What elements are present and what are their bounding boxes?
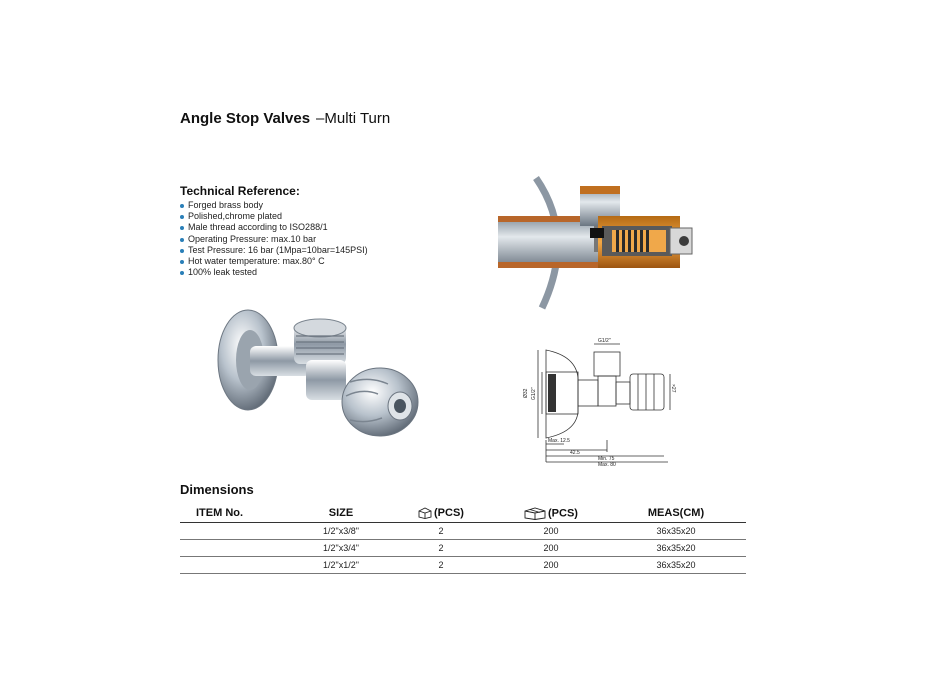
title-main: Angle Stop Valves: [180, 110, 311, 127]
list-item: Polished,chrome plated: [180, 211, 368, 222]
cell-item: [180, 540, 296, 557]
cell-size: 1/2"x1/2": [296, 557, 386, 574]
dim-label-left-outer: Ø32: [523, 388, 529, 398]
list-item: Forged brass body: [180, 200, 368, 211]
cell-outer: 200: [496, 523, 606, 540]
cell-meas: 36x35x20: [606, 557, 746, 574]
carton-icon: [524, 507, 546, 520]
cell-item: [180, 557, 296, 574]
bullet-icon: [180, 215, 184, 219]
valve-dimension-drawing: [518, 336, 674, 468]
cell-item: [180, 523, 296, 540]
cell-meas: 36x35x20: [606, 523, 746, 540]
cell-meas: 36x35x20: [606, 540, 746, 557]
table-row: [180, 557, 746, 574]
dimensions-heading: Dimensions: [180, 482, 254, 497]
title-subtitle: –Multi Turn: [316, 110, 391, 127]
cell-outer: 200: [496, 540, 606, 557]
cell-outer: 200: [496, 557, 606, 574]
valve-product-photo: [210, 302, 425, 454]
tech-reference-list: [180, 200, 368, 278]
bullet-icon: [180, 238, 184, 242]
list-item: 100% leak tested: [180, 267, 368, 278]
bullet-icon: [180, 204, 184, 208]
bullet-icon: [180, 226, 184, 230]
dim-label-min: Min. 75: [598, 456, 615, 462]
dim-label-top: G1/2": [598, 338, 611, 344]
column-header-inner-pcs: (PCS): [386, 504, 496, 523]
column-header-outer-pcs: (PCS): [496, 504, 606, 523]
table-row: [180, 523, 746, 540]
cell-size: 1/2"x3/4": [296, 540, 386, 557]
cell-inner: 2: [386, 540, 496, 557]
cell-inner: 2: [386, 523, 496, 540]
list-item: Hot water temperature: max.80° C: [180, 256, 368, 267]
cell-size: 1/2"x3/8": [296, 523, 386, 540]
dim-label-max-small: Max. 12.5: [548, 438, 570, 444]
cell-inner: 2: [386, 557, 496, 574]
dim-label-left-inner: G1/2": [531, 387, 537, 400]
page-title: [180, 110, 390, 127]
list-item: Male thread according to ISO288/1: [180, 222, 368, 233]
column-header-size: SIZE: [296, 504, 386, 523]
dim-label-mid: 42.5: [570, 450, 580, 456]
dimensions-table: [180, 504, 746, 574]
column-header-item: ITEM No.: [180, 504, 296, 523]
list-item: Test Pressure: 16 bar (1Mpa=10bar=145PSI): [180, 245, 368, 256]
column-header-meas: MEAS(CM): [606, 504, 746, 523]
bullet-icon: [180, 260, 184, 264]
table-header-row: [180, 504, 746, 523]
table-row: [180, 540, 746, 557]
tech-reference-heading: Technical Reference:: [180, 184, 300, 198]
list-item: Operating Pressure: max.10 bar: [180, 234, 368, 245]
inner-box-icon: [418, 507, 432, 519]
dim-label-right: ×27: [670, 384, 676, 393]
dim-label-max: Max. 80: [598, 462, 616, 468]
bullet-icon: [180, 271, 184, 275]
bullet-icon: [180, 249, 184, 253]
valve-cutaway-image: [498, 176, 698, 310]
